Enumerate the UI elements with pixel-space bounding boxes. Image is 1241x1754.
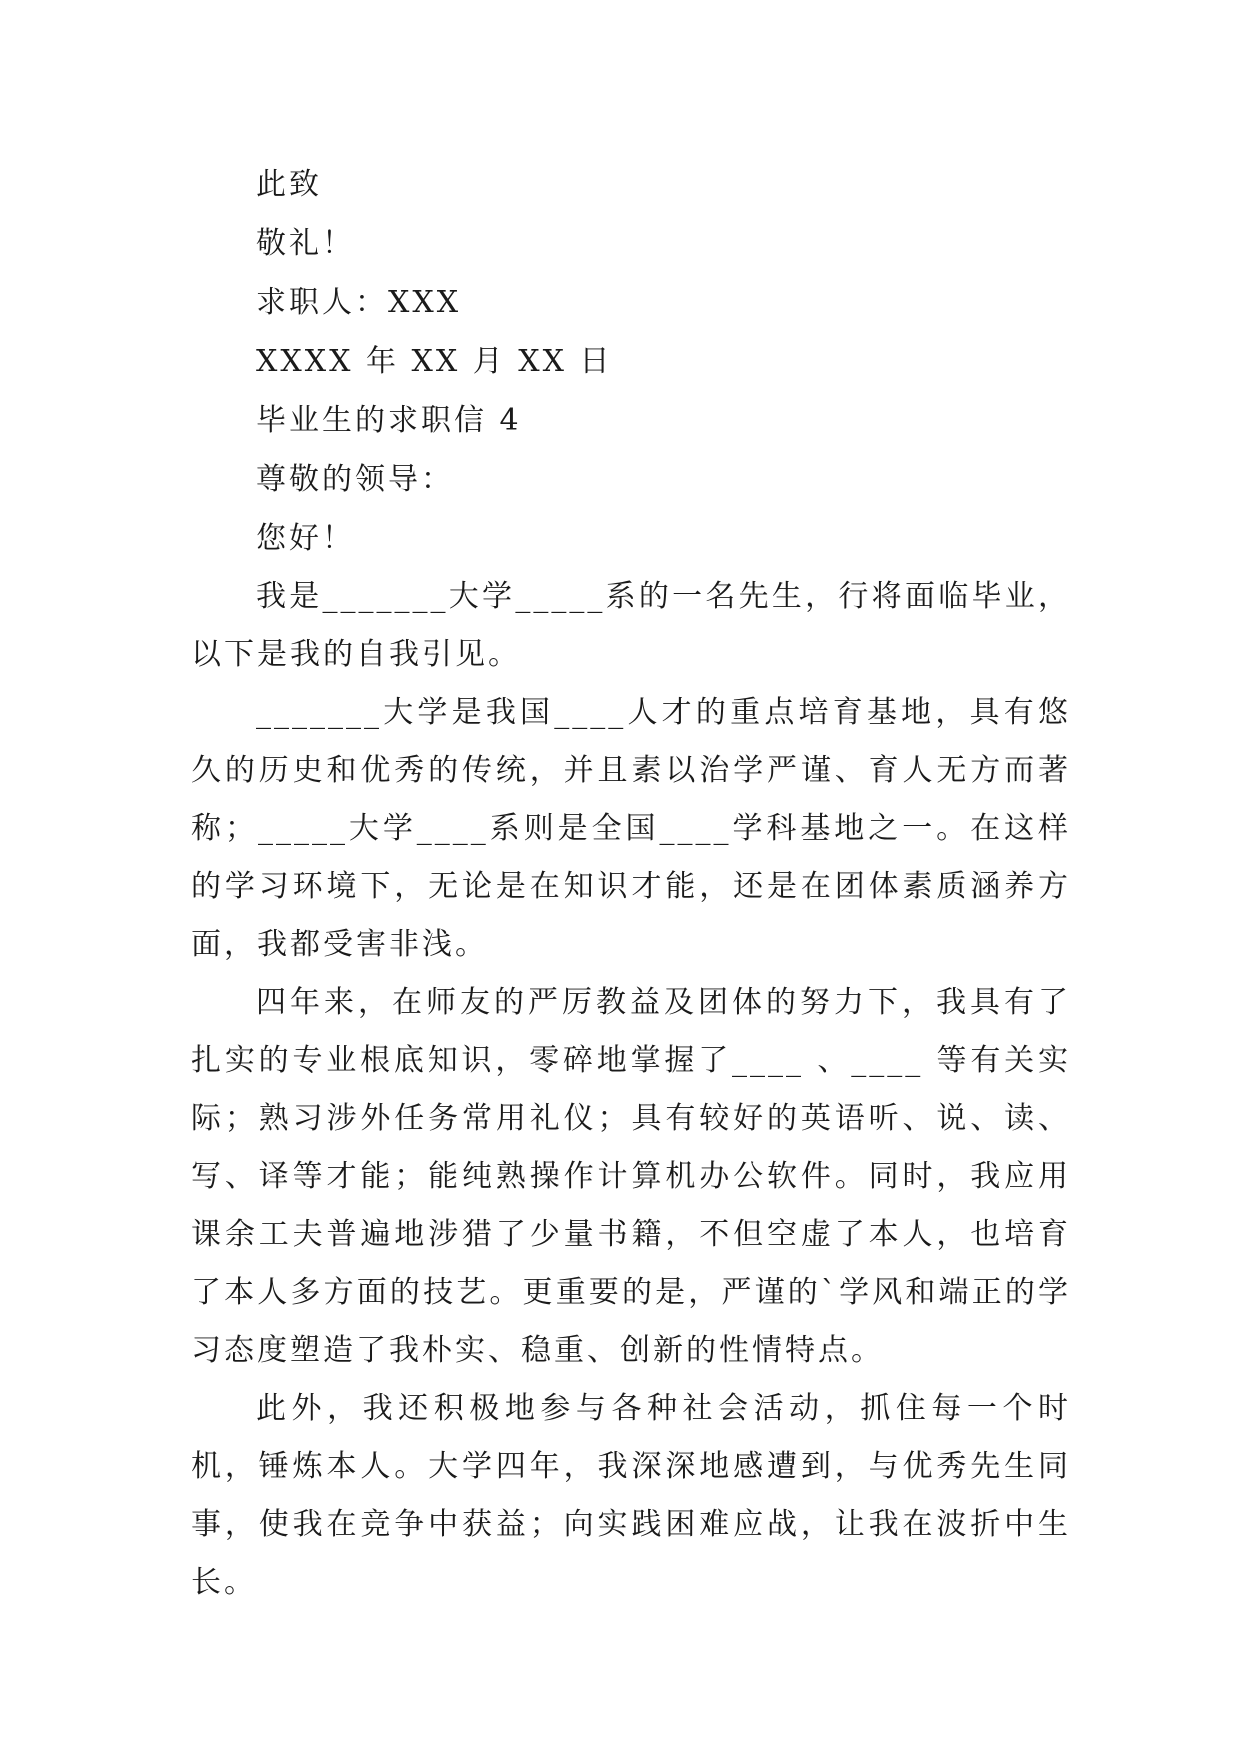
paragraph-skills: 四年来，在师友的严厉教益及团体的努力下，我具有了扎实的专业根底知识，零碎地掌握了____ 、____ 等有关实际；熟习涉外任务常用礼仪；具有较好的英语听、说、读、写、译等才能；能纯熟操作计算机办公软件。同时，我应用课余工夫普遍地涉猎了少量书籍，不但空虚了本人，也培育了本人多方面的技艺。更重要的是，严谨的`学风和端正的学习态度塑造了我朴实、稳重、创新的性情特点。 xyxy=(191,985,1071,1368)
applicant-signature: 求职人：XXX xyxy=(256,285,462,320)
closing-line-2: 敬礼！ xyxy=(256,226,355,261)
letter-body xyxy=(191,155,1071,1612)
paragraph-activities: 此外，我还积极地参与各种社会活动，抓住每一个时机，锤炼本人。大学四年，我深深地感遭到，与优秀先生同事，使我在竞争中获益；向实践困难应战，让我在波折中生长。 xyxy=(191,1391,1071,1600)
letter-title: 毕业生的求职信 4 xyxy=(256,403,522,438)
greeting: 您好！ xyxy=(256,521,355,556)
paragraph-university: _______大学是我国____人才的重点培育基地，具有悠久的历史和优秀的传统，并且素以治学严谨、育人无方而著称；_____大学____系则是全国____学科基地之一。在这样的学习环境下，无论是在知识才能，还是在团体素质涵养方面，我都受害非浅。 xyxy=(191,695,1071,962)
salutation: 尊敬的领导： xyxy=(256,462,454,497)
paragraph-intro: 我是_______大学_____系的一名先生，行将面临毕业，以下是我的自我引见。 xyxy=(191,579,1071,672)
letter-date: XXXX 年 XX 月 XX 日 xyxy=(256,344,613,379)
closing-line-1: 此致 xyxy=(256,167,322,202)
